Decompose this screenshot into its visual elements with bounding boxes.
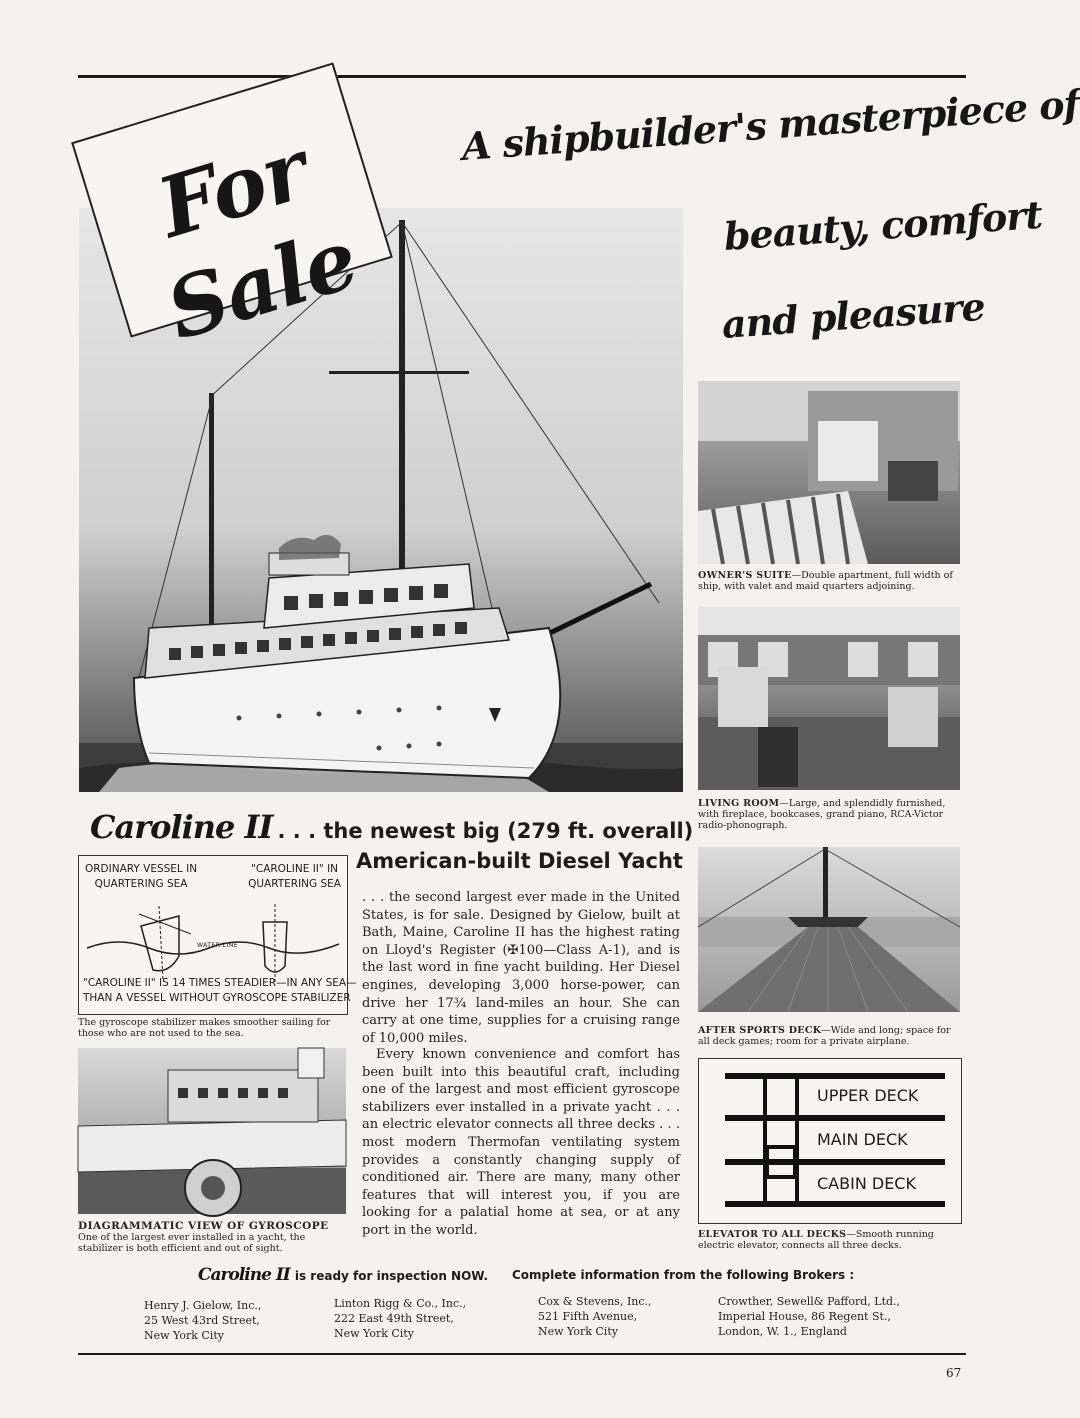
broker-2 xyxy=(334,1296,466,1341)
body-paragraph-2: Every known convenience and comfort has been built into this beautiful craft, including one of the largest and most efficient gyroscope stabilizers ever installed in a private yacht . . . an electric elevator connects all three decks . . . most modern Thermofan ventilating system provides a constantly changing supply of conditioned air. There are many, many other features that will interest you, if you are looking for a palatial home at sea, or at any port in the world. xyxy=(362,1047,680,1238)
broker-1-city: New York City xyxy=(144,1329,224,1342)
sports-deck-caption-body: —Wide and long; space for all deck games; room for a private airplane. xyxy=(698,1025,951,1047)
top-rule xyxy=(78,75,966,78)
broker-3-city: New York City xyxy=(538,1325,618,1338)
owners-suite-photo xyxy=(698,381,960,564)
elevator-caption-head: ELEVATOR TO ALL DECKS xyxy=(698,1229,847,1240)
broker-4 xyxy=(718,1294,900,1339)
gyroscope-photo xyxy=(78,1048,346,1214)
deck-label-upper: UPPER DECK xyxy=(817,1086,919,1105)
yacht-name: Caroline II xyxy=(90,808,273,846)
footer-ready: is ready for inspection NOW. xyxy=(294,1269,489,1283)
footer-yacht-name: Caroline II xyxy=(198,1265,290,1285)
broker-3-name: Cox & Stevens, Inc., xyxy=(538,1295,652,1308)
elevator-caption xyxy=(698,1229,964,1251)
gyroscope-caption-body: One of the largest ever installed in a yacht, the stabilizer is both efficient and out of sight. xyxy=(78,1232,306,1254)
gyro-diagram xyxy=(78,855,357,1015)
broker-4-city: London, W. 1., England xyxy=(718,1325,847,1338)
headline-line1: A shipbuilder's masterpiece of xyxy=(460,80,1080,169)
gyro-footer: "CAROLINE II" IS 14 TIMES STEADIER—IN ANY SEA— THAN A VESSEL WITHOUT GYROSCOPE STABILIZER xyxy=(83,977,357,1004)
gyro-caption: The gyroscope stabilizer makes smoother sailing for those who are not used to the sea. xyxy=(78,1017,331,1039)
broker-1-street: 25 West 43rd Street, xyxy=(144,1314,260,1327)
bottom-rule xyxy=(78,1353,966,1355)
sports-deck-caption xyxy=(698,1025,960,1047)
broker-3 xyxy=(538,1294,652,1339)
footer-brokers-intro: Complete information from the following Brokers : xyxy=(512,1268,855,1282)
broker-2-name: Linton Rigg & Co., Inc., xyxy=(334,1297,467,1310)
headline-line2: beauty, comfort xyxy=(722,191,1044,259)
broker-3-street: 521 Fifth Avenue, xyxy=(538,1310,638,1323)
for-sale-label: For Sale xyxy=(147,121,368,359)
living-room-caption xyxy=(698,798,960,831)
inspection-line xyxy=(198,1265,488,1285)
yacht-subtitle: American-built Diesel Yacht xyxy=(356,849,683,873)
broker-1 xyxy=(144,1298,261,1343)
yacht-title-rest: . . . the newest big (279 ft. overall) xyxy=(277,819,694,843)
living-room-caption-head: LIVING ROOM xyxy=(698,798,780,809)
broker-4-name: Crowther, Sewell& Pafford, Ltd., xyxy=(718,1295,901,1308)
sports-deck-photo xyxy=(698,847,960,1012)
owners-suite-caption-head: OWNER'S SUITE xyxy=(698,570,792,581)
owners-suite-caption-body: —Double apartment, full width of ship, with valet and maid quarters adjoining. xyxy=(698,570,953,592)
headline-line3: and pleasure xyxy=(720,283,986,347)
broker-4-street: Imperial House, 86 Regent St., xyxy=(718,1310,891,1323)
gyroscope-caption-head: DIAGRAMMATIC VIEW OF GYROSCOPE xyxy=(78,1220,329,1232)
elevator-caption-body: —Smooth running electric elevator, connects all three decks. xyxy=(698,1229,934,1251)
page-number: 67 xyxy=(946,1366,962,1380)
water-line-label: WATER LINE xyxy=(197,942,239,949)
sports-deck-caption-head: AFTER SPORTS DECK xyxy=(698,1025,822,1036)
for-sale-box xyxy=(71,62,393,359)
deck-label-main: MAIN DECK xyxy=(817,1130,908,1149)
gyroscope-caption xyxy=(78,1221,346,1254)
broker-2-city: New York City xyxy=(334,1327,414,1340)
owners-suite-caption xyxy=(698,570,960,592)
broker-1-name: Henry J. Gielow, Inc., xyxy=(144,1299,262,1312)
broker-2-street: 222 East 49th Street, xyxy=(334,1312,454,1325)
deck-diagram xyxy=(698,1058,962,1224)
deck-label-cabin: CABIN DECK xyxy=(817,1174,916,1193)
gyro-label-left: ORDINARY VESSEL IN QUARTERING SEA xyxy=(85,863,198,890)
living-room-photo xyxy=(698,607,960,790)
gyro-label-right: "CAROLINE II" IN QUARTERING SEA xyxy=(248,863,341,890)
living-room-caption-body: —Large, and splendidly furnished, with fireplace, bookcases, grand piano, RCA-Victor radio-phonograph. xyxy=(698,798,946,831)
yacht-title xyxy=(90,808,693,846)
body-paragraph-1: . . . the second largest ever made in the United States, is for sale. Designed by Gielow, built at Bath, Maine, Caroline II has the highest rating on Lloyd's Register (✠100—Class A-1), and is the last word in fine yacht building. Her Diesel engines, developing 3,000 horse-power, can drive her 17¾ land-miles an hour. She can carry at one time, supplies for a cruising range of 10,000 miles. xyxy=(362,890,680,1046)
